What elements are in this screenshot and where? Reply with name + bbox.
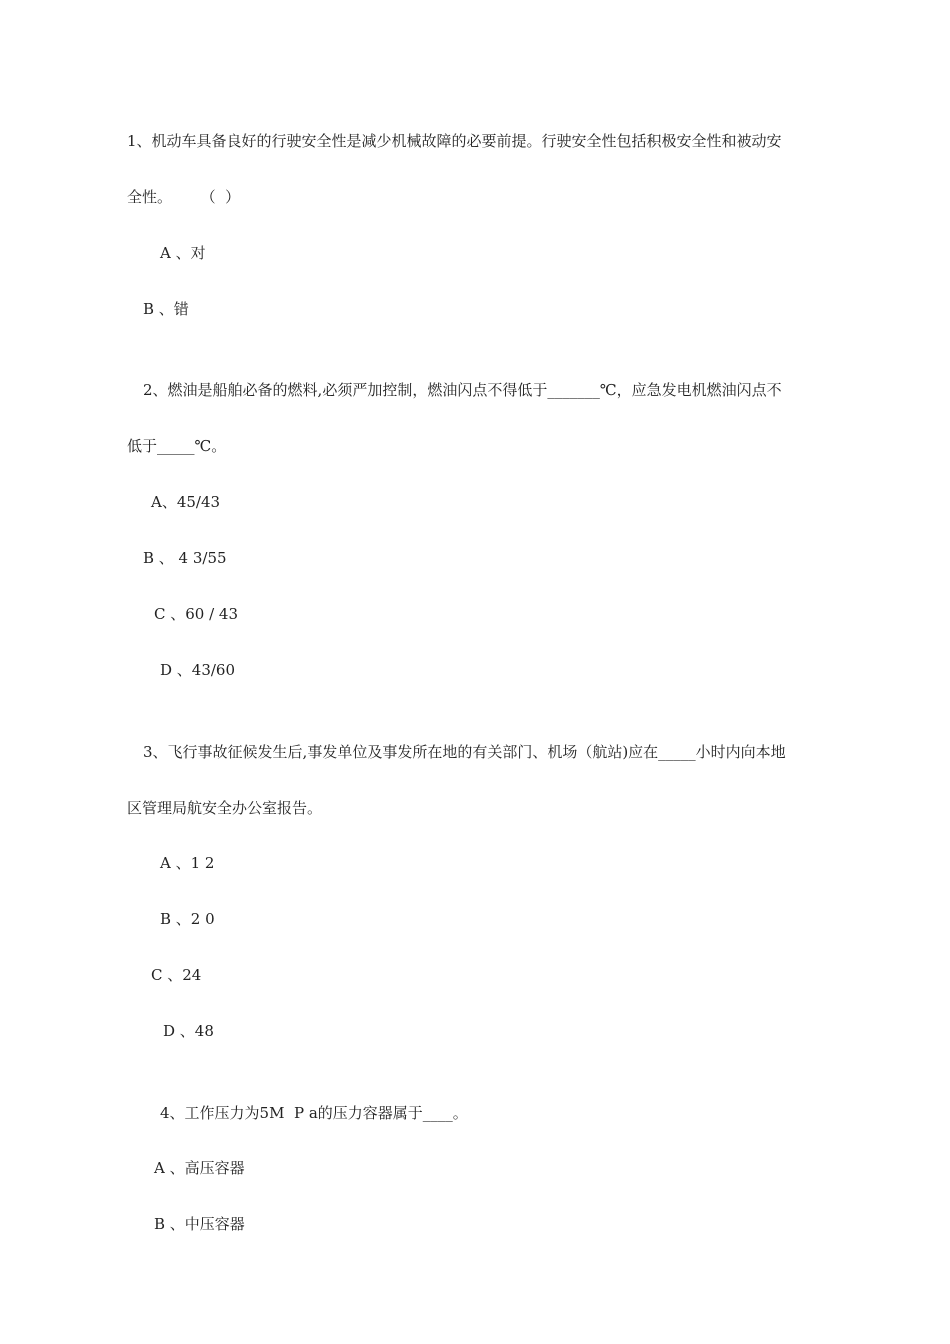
question-4-text-line1: 4、工作压力为5M P a的压力容器属于____。 bbox=[160, 1104, 468, 1122]
question-2-option-c: C 、60 / 43 bbox=[154, 605, 239, 623]
question-1-text-line2: 全性。 （ ） bbox=[127, 188, 241, 206]
question-2-option-b: B 、 4 3/55 bbox=[143, 549, 227, 567]
question-3-option-c: C 、24 bbox=[151, 966, 202, 984]
question-3-option-b: B 、2 0 bbox=[160, 910, 215, 928]
question-2-option-a: A、45/43 bbox=[151, 493, 221, 511]
question-2-text-line2: 低于_____℃。 bbox=[127, 437, 227, 455]
question-1-option-a: A 、对 bbox=[160, 244, 206, 262]
question-3-option-d: D 、48 bbox=[163, 1022, 214, 1040]
question-3-option-a: A 、1 2 bbox=[160, 854, 215, 872]
question-4-option-b: B 、中压容器 bbox=[154, 1215, 245, 1233]
question-3-text-line1: 3、飞行事故征候发生后,事发单位及事发所在地的有关部门、机场（航站)应在_____小时内向本地 bbox=[143, 743, 786, 761]
question-4-option-a: A 、高压容器 bbox=[154, 1159, 245, 1177]
question-3-text-line2: 区管理局航安全办公室报告。 bbox=[127, 799, 323, 817]
question-1-text-line1: 1、机动车具备良好的行驶安全性是减少机械故障的必要前提。行驶安全性包括积极安全性和被动安 bbox=[127, 132, 782, 150]
question-1-option-b: B 、错 bbox=[143, 300, 189, 318]
question-2-text-line1: 2、燃油是船舶必备的燃料,必须严加控制，燃油闪点不得低于_______℃，应急发电机燃油闪点不 bbox=[143, 381, 782, 399]
question-2-option-d: D 、43/60 bbox=[160, 661, 236, 679]
